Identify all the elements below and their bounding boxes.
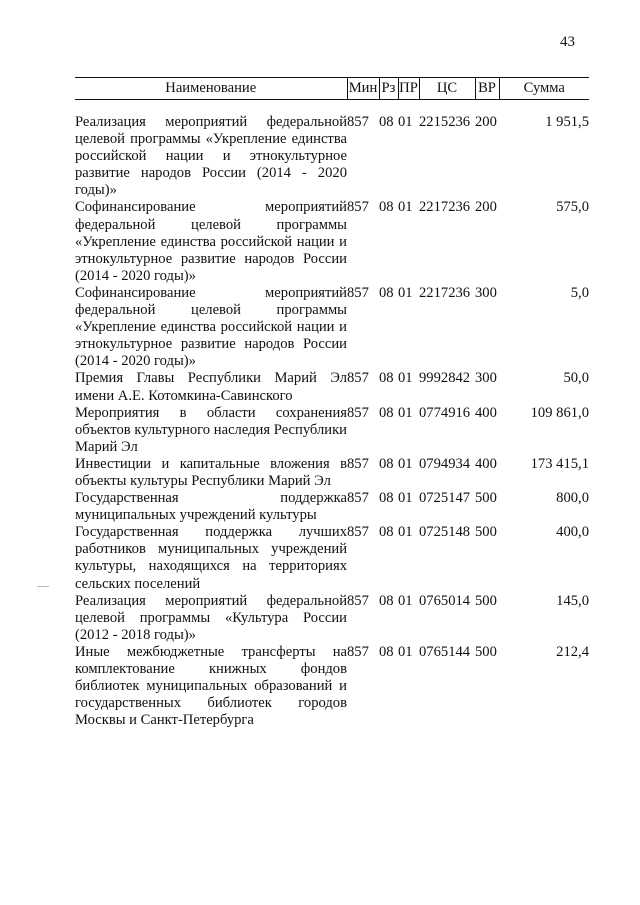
row-name: Иные межбюджетные трансферты на комплектование книжных фондов библиотек муниципальных образований и государственных библиотек городов Москвы и Санкт-Петербурга — [75, 643, 347, 729]
row-pr: 01 — [398, 199, 413, 216]
row-name: Инвестиции и капитальные вложения в объекты культуры Республики Марий Эл — [75, 455, 347, 489]
row-cs: 0765144 — [419, 643, 471, 660]
row-name: Мероприятия в области сохранения объектов культурного наследия Республики Марий Эл — [75, 404, 347, 455]
row-cs: 0765014 — [419, 592, 471, 609]
table-row — [75, 199, 589, 284]
row-vr: 300 — [475, 284, 497, 301]
row-rz: 08 — [379, 455, 394, 472]
row-pr: 01 — [398, 114, 413, 130]
row-sum: 173 415,1 — [530, 455, 589, 472]
row-min: 857 — [347, 199, 369, 216]
row-min: 857 — [347, 490, 369, 507]
table-header-row — [75, 78, 589, 100]
row-min: 857 — [347, 524, 369, 541]
row-rz: 08 — [379, 404, 394, 421]
row-vr: 200 — [475, 114, 497, 130]
row-sum: 50,0 — [563, 370, 589, 387]
row-sum: 575,0 — [556, 199, 589, 216]
row-name: Премия Главы Республики Марий Эл имени А.Е. Котомкина-Савинского — [75, 370, 347, 404]
row-cs: 0794934 — [419, 455, 471, 472]
header-pr: ПР — [398, 78, 419, 100]
table-row — [75, 593, 589, 644]
table-row — [75, 644, 589, 729]
row-min: 857 — [347, 370, 369, 387]
row-min: 857 — [347, 284, 369, 301]
row-rz: 08 — [379, 592, 394, 609]
row-pr: 01 — [398, 370, 413, 387]
row-min: 857 — [347, 114, 369, 130]
row-name: Софинансирование мероприятий федеральной целевой программы «Укрепление единства российской нации и этнокультурное развитие народов России (2014 - 2020 годы)» — [75, 284, 347, 370]
row-pr: 01 — [398, 455, 413, 472]
header-min: Мин — [347, 78, 379, 100]
table-row — [75, 524, 589, 592]
table-row — [75, 405, 589, 456]
row-pr: 01 — [398, 490, 413, 507]
budget-table — [75, 77, 589, 729]
row-min: 857 — [347, 404, 369, 421]
scan-mark — [37, 586, 49, 587]
row-vr: 500 — [475, 524, 497, 541]
row-cs: 0725148 — [419, 524, 471, 541]
page-number: 43 — [560, 34, 575, 50]
row-rz: 08 — [379, 199, 394, 216]
header-vr: ВР — [475, 78, 499, 100]
table-row — [75, 456, 589, 490]
header-name: Наименование — [75, 78, 347, 100]
row-pr: 01 — [398, 592, 413, 609]
row-cs: 2217236 — [419, 284, 471, 301]
row-name: Софинансирование мероприятий федеральной целевой программы «Укрепление единства российской нации и этнокультурное развитие народов России (2014 - 2020 годы)» — [75, 199, 347, 284]
row-cs: 2217236 — [419, 199, 471, 216]
row-rz: 08 — [379, 114, 394, 130]
row-vr: 200 — [475, 199, 497, 216]
row-rz: 08 — [379, 284, 394, 301]
row-vr: 500 — [475, 592, 497, 609]
row-cs: 2215236 — [419, 114, 471, 130]
row-pr: 01 — [398, 284, 413, 301]
row-rz: 08 — [379, 524, 394, 541]
row-sum: 800,0 — [556, 490, 589, 507]
row-vr: 500 — [475, 490, 497, 507]
table-row — [75, 490, 589, 524]
row-min: 857 — [347, 643, 369, 660]
row-cs: 0774916 — [419, 404, 471, 421]
row-vr: 500 — [475, 643, 497, 660]
row-vr: 400 — [475, 404, 497, 421]
row-sum: 212,4 — [556, 643, 589, 660]
row-cs: 9992842 — [419, 370, 471, 387]
row-vr: 400 — [475, 455, 497, 472]
header-cs: ЦС — [419, 78, 475, 100]
row-name: Реализация мероприятий федеральной целевой программы «Культура России (2012 - 2018 годы)» — [75, 592, 347, 643]
row-rz: 08 — [379, 490, 394, 507]
row-name: Реализация мероприятий федеральной целевой программы «Укрепление единства российской нации и этнокультурное развитие народов России (2014 - 2020 годы)» — [75, 114, 347, 199]
header-sum: Сумма — [499, 78, 589, 100]
row-name: Государственная поддержка муниципальных учреждений культуры — [75, 490, 347, 524]
row-sum: 1 951,5 — [545, 114, 589, 130]
table-row — [75, 285, 589, 370]
row-pr: 01 — [398, 643, 413, 660]
row-cs: 0725147 — [419, 490, 471, 507]
row-vr: 300 — [475, 370, 497, 387]
row-sum: 145,0 — [556, 592, 589, 609]
row-sum: 109 861,0 — [530, 404, 589, 421]
table-row — [75, 370, 589, 404]
row-min: 857 — [347, 592, 369, 609]
row-sum: 5,0 — [570, 284, 589, 301]
row-rz: 08 — [379, 643, 394, 660]
table-row — [75, 114, 589, 199]
row-sum: 400,0 — [556, 524, 589, 541]
row-min: 857 — [347, 455, 369, 472]
row-rz: 08 — [379, 370, 394, 387]
row-pr: 01 — [398, 404, 413, 421]
row-pr: 01 — [398, 524, 413, 541]
row-name: Государственная поддержка лучших работников муниципальных учреждений культуры, находящихся на территориях сельских поселений — [75, 524, 347, 592]
header-rz: Рз — [379, 78, 398, 100]
